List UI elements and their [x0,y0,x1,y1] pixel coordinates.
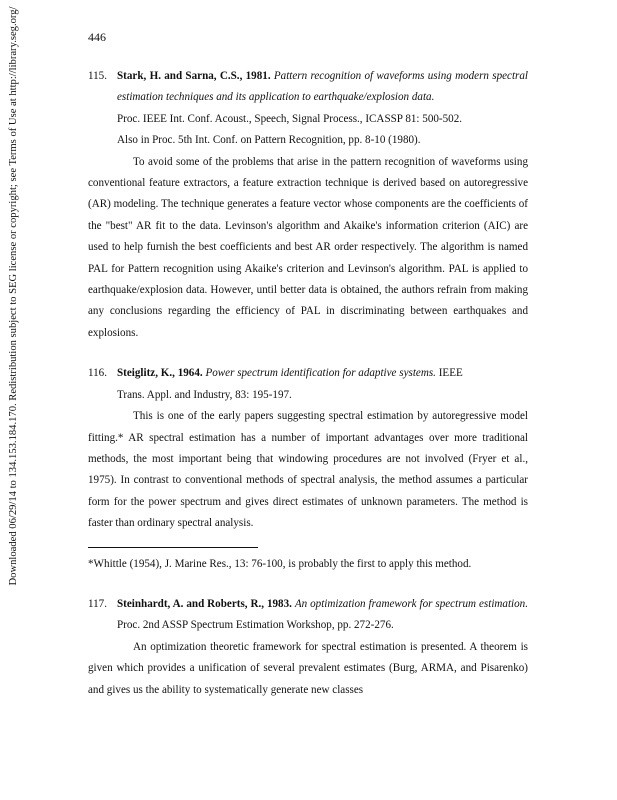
entry-source-line: Proc. IEEE Int. Conf. Acoust., Speech, Signal Process., ICASSP 81: 500-502. [117,112,463,125]
entry-number: 117. [88,597,108,610]
citation-text [117,66,528,152]
citation-text [117,363,528,406]
bibliography-entry [88,594,528,701]
citation-text [117,594,528,637]
entry-abstract: This is one of the early papers suggesting spectral estimation by autoregressive model fitting.* AR spectral estimation has a number of important advantages over more traditional methods, the most important being that windowing procedures are not involved (Fryer et al., 1975). In contrast to conventional methods of spectral analysis, the method assumes a particular form for the power spectrum and gives direct estimates of unknown parameters. The method is faster than ordinary spectral analysis. [88,410,528,530]
entry-citation [88,594,528,637]
entry-abstract: An optimization theoretic framework for spectral estimation is presented. A theorem is given which provides a unification of several prevalent estimates (Burg, ARMA, and Pisarenko) and gives us the ability to systematically generate new classes [88,640,528,696]
entry-author: Steinhardt, A. and Roberts, R., 1983. [117,597,292,610]
entry-abstract: To avoid some of the problems that arise in the pattern recognition of waveforms using conventional feature extractors, a feature extraction technique is derived based on autoregressive (AR) modeling. The technique generates a feature vector whose components are the coefficients of the "best" AR fit to the data. Levinson's algorithm and Akaike's information criterion (AIC) are used to help furnish the best coefficients and best AR order respectively. The algorithm is named PAL for Pattern recognition using Akaike's criterion and Levinson's algorithm. PAL is applied to earthquake/explosion data. However, until better data is obtained, the authors refrain from making any conclusions regarding the efficiency of PAL in discriminating between earthquakes and explosions. [88,155,528,339]
entry-source-line: Trans. Appl. and Industry, 83: 195-197. [117,388,292,401]
footnote: *Whittle (1954), J. Marine Res., 13: 76-100, is probably the first to apply this method. [88,557,472,570]
bibliography-entry [88,363,528,575]
bibliography-entry [88,66,528,344]
entry-source-inline: Proc. 2nd ASSP Spectrum Estimation Workshop, pp. 272-276. [117,619,394,632]
entry-source-inline: IEEE [438,367,463,380]
bibliography-content [88,66,528,701]
entry-title: Pattern recognition of waveforms using modern spectral estimation techniques and its application to earthquake/explosion data. [117,70,528,104]
entry-source-line: Also in Proc. 5th Int. Conf. on Pattern Recognition, pp. 8-10 (1980). [117,134,421,147]
entry-author: Stark, H. and Sarna, C.S., 1981. [117,70,271,82]
footnote-divider [88,547,258,548]
entry-number: 115. [88,70,108,82]
download-watermark: Downloaded 06/29/14 to 134.153.184.170. Redistribution subject to SEG license or copyright; see Terms of Use at http://library.seg.org/ [8,6,19,586]
entry-citation [88,66,528,152]
entry-citation [88,363,528,406]
entry-number: 116. [88,367,108,380]
entry-title: An optimization framework for spectrum estimation. [294,597,528,610]
entry-author: Steiglitz, K., 1964. [117,367,203,380]
page-number: 446 [88,30,106,44]
entry-title: Power spectrum identification for adaptive systems. [205,367,436,380]
